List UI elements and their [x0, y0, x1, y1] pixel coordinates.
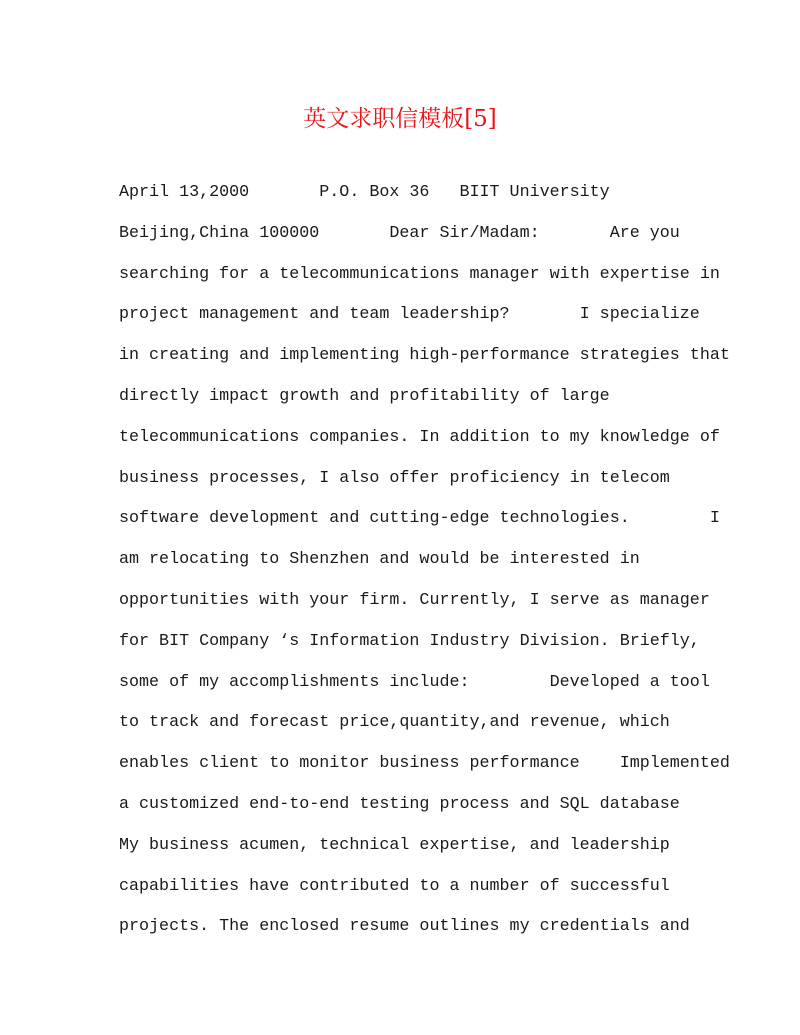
body-line: Beijing,China 100000 Dear Sir/Madam: Are you [119, 223, 680, 243]
body-line: capabilities have contributed to a number of successful [119, 876, 670, 896]
body-line: for BIT Company ‘s Information Industry Division. Briefly, [119, 631, 700, 651]
letter-body [119, 179, 730, 954]
body-line: project management and team leadership? I specialize [119, 305, 700, 325]
body-line: telecommunications companies. In addition to my knowledge of [119, 427, 720, 447]
document-title: 英文求职信模板[5] [303, 106, 497, 132]
body-line: enables client to monitor business performance Implemented [119, 754, 730, 774]
body-line: a customized end-to-end testing process and SQL database [119, 794, 680, 814]
body-line: searching for a telecommunications manager with expertise in [119, 264, 720, 284]
body-line: in creating and implementing high-performance strategies that [119, 346, 730, 366]
body-line: to track and forecast price,quantity,and revenue, which [119, 713, 670, 733]
body-line: software development and cutting-edge technologies. I [119, 509, 720, 529]
body-line: projects. The enclosed resume outlines my credentials and [119, 917, 690, 937]
body-line: opportunities with your firm. Currently, I serve as manager [119, 590, 710, 610]
body-line: some of my accomplishments include: Developed a tool [119, 672, 710, 692]
body-line: business processes, I also offer proficiency in telecom [119, 468, 670, 488]
body-line: My business acumen, technical expertise, and leadership [119, 835, 670, 855]
body-line: am relocating to Shenzhen and would be interested in [119, 550, 640, 570]
body-line: directly impact growth and profitability of large [119, 386, 610, 406]
body-line: April 13,2000 P.O. Box 36 BIIT University [119, 183, 610, 202]
